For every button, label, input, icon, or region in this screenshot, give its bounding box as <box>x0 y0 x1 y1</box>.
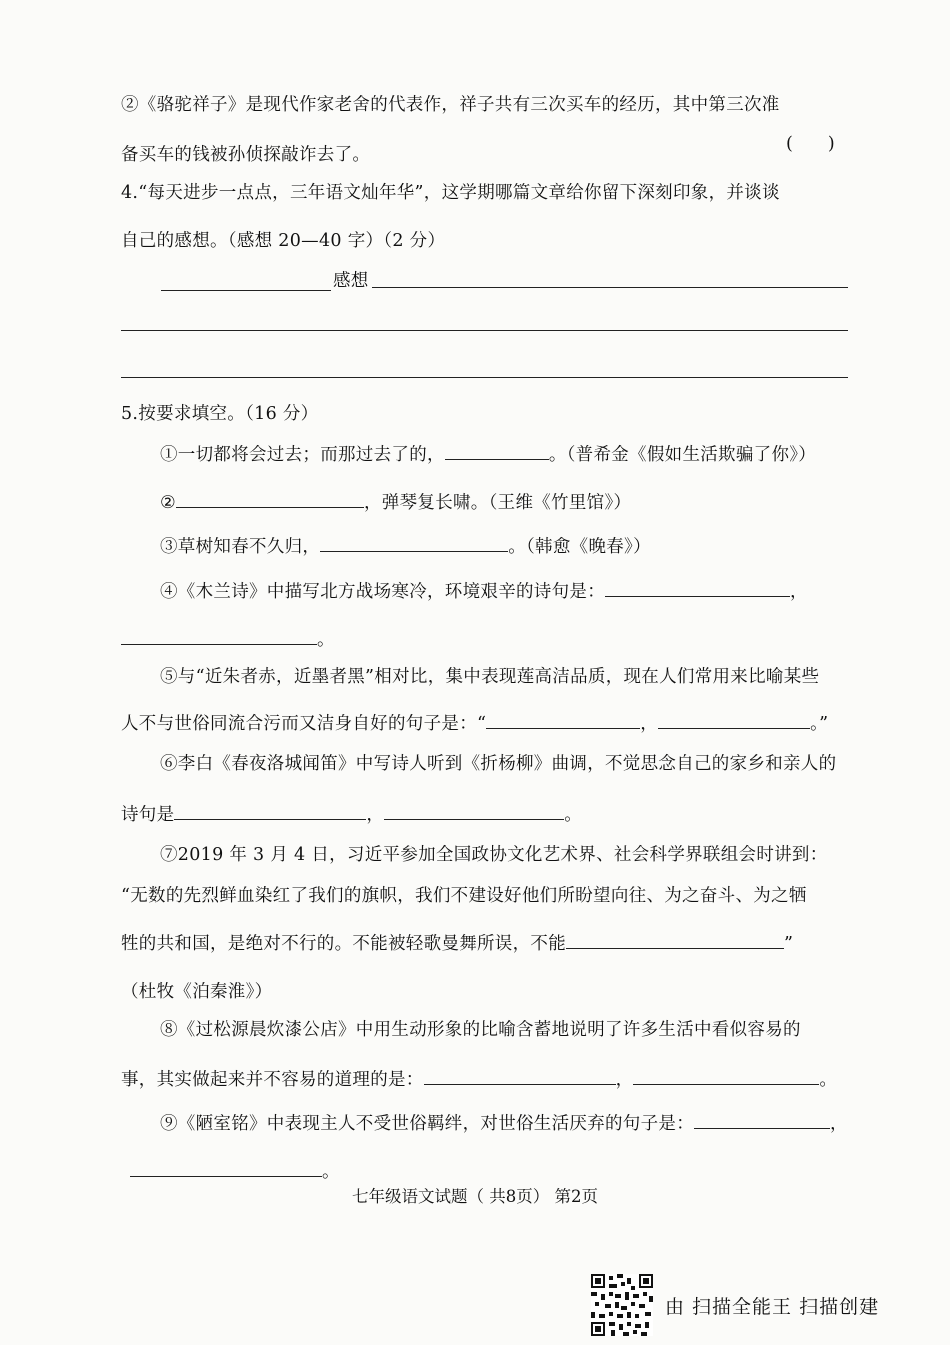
q4-line2: 自己的感想。（感想 20—40 字）（2 分） <box>121 231 446 251</box>
q5-item7-line2: “无数的先烈鲜血染红了我们的旗帜，我们不建设好他们所盼望向往、为之奋斗、为之牺 <box>121 886 807 906</box>
q4-feeling-label: 感想 <box>333 271 369 291</box>
q5-item8-blank1[interactable] <box>424 1066 616 1085</box>
q5-item5-comma: ， <box>640 714 659 734</box>
q3-item2-line2: 备买车的钱被孙侦探敲诈去了。 <box>121 145 371 165</box>
q5-item7-line1: ⑦2019 年 3 月 4 日，习近平参加全国政协文化艺术界、社会科学界联组会时讲到： <box>160 845 828 865</box>
q5-item4-comma: ， <box>790 582 808 602</box>
q5-item8-end: 。 <box>819 1070 838 1090</box>
q5-item5-end: 。” <box>810 714 829 734</box>
page-footer: 七年级语文试题（ 共8页） 第2页 <box>352 1187 598 1206</box>
q5-item3-blank[interactable] <box>320 533 508 552</box>
q5-item5-text-a: 人不与世俗同流合污而又洁身自好的句子是：“ <box>121 714 487 734</box>
q5-item5-line1: ⑤与“近朱者赤，近墨者黑”相对比，集中表现莲高洁品质，现在人们常用来比喻某些 <box>160 667 820 687</box>
q5-item2-blank[interactable] <box>176 489 364 508</box>
q5-item1-text-a: ①一切都将会过去；而那过去了的， <box>160 445 445 465</box>
q5-item4-line2 <box>121 626 335 652</box>
q5-item4-line1 <box>160 578 808 604</box>
q5-item2-text-b: ，弹琴复长啸。（王维《竹里馆》） <box>364 493 632 513</box>
q5-item4-blank2[interactable] <box>121 626 317 645</box>
qr-code-icon <box>591 1274 653 1336</box>
q5-title: 5.按要求填空。（16 分） <box>121 404 319 424</box>
q5-item7-blank[interactable] <box>566 930 784 949</box>
q5-item6-comma: ， <box>366 805 385 825</box>
q5-item9-text-a: ⑨《陋室铭》中表现主人不受世俗羁绊，对世俗生活厌弃的句子是： <box>160 1114 694 1134</box>
q5-item8-blank2[interactable] <box>633 1066 819 1085</box>
q3-item2-line1: ②《骆驼祥子》是现代作家老舍的代表作，祥子共有三次买车的经历，其中第三次准 <box>121 95 780 115</box>
q5-item9-line2 <box>130 1158 340 1184</box>
q3-item2-answer-paren[interactable]: ( ) <box>786 134 835 154</box>
q5-item6-blank2[interactable] <box>384 801 564 820</box>
q5-item7-quote: ” <box>784 934 794 954</box>
q5-item4-end: 。 <box>317 630 335 650</box>
q5-item4-blank1[interactable] <box>605 578 790 597</box>
q5-item4-text-a: ④《木兰诗》中描写北方战场寒冷，环境艰辛的诗句是： <box>160 582 605 602</box>
q5-item9-line1 <box>160 1110 848 1136</box>
q5-item9-blank2[interactable] <box>130 1158 322 1177</box>
q5-item1 <box>160 441 816 467</box>
q5-item8-line2 <box>121 1066 837 1092</box>
q5-item3-text-a: ③草树知春不久归， <box>160 537 321 557</box>
q5-item7-source: （杜牧《泊秦淮》） <box>121 982 273 1002</box>
q5-item2-text-a: ② <box>160 493 176 513</box>
q4-title-blank[interactable] <box>161 290 331 291</box>
q5-item6-end: 。 <box>564 805 583 825</box>
q5-item9-blank1[interactable] <box>694 1110 830 1129</box>
q5-item7-line3 <box>121 930 793 956</box>
q5-item8-text-a: 事，其实做起来并不容易的道理的是： <box>121 1070 424 1090</box>
q4-feeling-line3[interactable] <box>121 377 848 378</box>
q5-item7-text-a: 牲的共和国，是绝对不行的。不能被轻歌曼舞所误，不能 <box>121 934 566 954</box>
q5-item6-text-a: 诗句是 <box>121 805 175 825</box>
q5-item8-line1: ⑧《过松源晨炊漆公店》中用生动形象的比喻含蓄地说明了许多生活中看似容易的 <box>160 1020 801 1040</box>
q5-item1-text-b: 。（普希金《假如生活欺骗了你》） <box>548 445 817 465</box>
q5-item8-comma: ， <box>615 1070 634 1090</box>
q5-item5-line2 <box>121 710 828 736</box>
q4-feeling-line1[interactable] <box>372 287 848 288</box>
q5-item1-blank[interactable] <box>445 441 549 460</box>
q5-item3 <box>160 533 651 559</box>
q4-feeling-line2[interactable] <box>121 330 848 331</box>
q5-item6-line1: ⑥李白《春夜洛城闻笛》中写诗人听到《折杨柳》曲调，不觉思念自己的家乡和亲人的 <box>160 754 837 774</box>
q4-line1: 4.“每天进步一点点，三年语文灿年华”，这学期哪篇文章给你留下深刻印象，并谈谈 <box>121 183 780 203</box>
q5-item3-text-b: 。（韩愈《晚春》） <box>508 537 651 557</box>
q5-item6-line2 <box>121 801 582 827</box>
q5-item2 <box>160 489 631 515</box>
q5-item9-end: 。 <box>322 1162 340 1182</box>
q5-item6-blank1[interactable] <box>174 801 366 820</box>
q5-item5-blank1[interactable] <box>486 710 640 729</box>
scanner-watermark-text: 由 扫描全能王 扫描创建 <box>665 1296 880 1318</box>
q5-item5-blank2[interactable] <box>658 710 810 729</box>
q5-item9-comma: ， <box>830 1114 848 1134</box>
